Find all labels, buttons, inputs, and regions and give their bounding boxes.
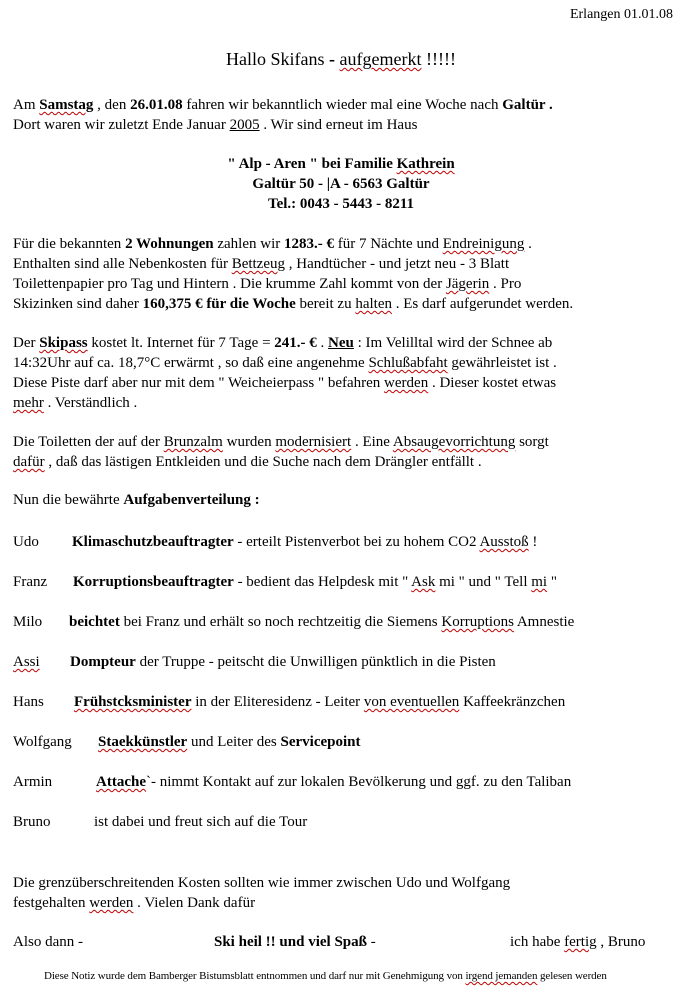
document-date: Erlangen 01.01.08 bbox=[569, 7, 673, 22]
role-description: beichtet bei Franz und erhält so noch rechtzeitig die Siemens Korruptions Amnestie bbox=[69, 614, 575, 630]
closing-middle: Ski heil !! und viel Spaß - bbox=[214, 934, 376, 950]
toilets-line-1: Die Toiletten der auf der Brunzalm wurden modernisiert . Eine Absaugevorrichtung sorgt bbox=[13, 434, 549, 450]
costs-line-3: Toilettenpapier pro Tag und Hintern . Die krumme Zahl kommt von der Jägerin . Pro bbox=[13, 276, 522, 292]
closing-signature: ich habe fertig , Bruno bbox=[510, 934, 646, 950]
costs-line-2: Enthalten sind alle Nebenkosten für Bettzeug , Handtücher - und jetzt neu - 3 Blatt bbox=[13, 256, 510, 272]
page-title: Hallo Skifans - aufgemerkt !!!!! bbox=[226, 49, 456, 69]
address-line-2: Galtür 50 - |A - 6563 Galtür bbox=[252, 176, 430, 192]
role-person: Milo bbox=[13, 614, 43, 630]
skipass-line-4: mehr . Verständlich . bbox=[13, 395, 138, 411]
role-person: Bruno bbox=[13, 814, 51, 830]
tasks-intro: Nun die bewährte Aufgabenverteilung : bbox=[13, 492, 260, 508]
role-description: Klimaschutzbeauftragter - erteilt Pistenverbot bei zu hohem CO2 Ausstoß ! bbox=[72, 534, 538, 550]
costs-line-4: Skizinken sind daher 160,375 € für die Woche bereit zu halten . Es darf aufgerundet werden. bbox=[13, 296, 574, 312]
role-person: Wolfgang bbox=[13, 734, 72, 750]
address-block bbox=[0, 154, 682, 214]
border-costs-line-1: Die grenzüberschreitenden Kosten sollten wie immer zwischen Udo und Wolfgang bbox=[13, 875, 511, 891]
skipass-paragraph bbox=[13, 333, 675, 413]
role-description: Korruptionsbeauftragter - bedient das Helpdesk mit " Ask mi " und " Tell mi " bbox=[73, 574, 557, 590]
address-line-1: " Alp - Aren " bei Familie Kathrein bbox=[227, 156, 455, 172]
role-description: Dompteur der Truppe - peitscht die Unwilligen pünktlich in die Pisten bbox=[70, 654, 496, 670]
intro-line-2: Dort waren wir zuletzt Ende Januar 2005 . Wir sind erneut im Haus bbox=[13, 117, 418, 133]
role-description: ist dabei und freut sich auf die Tour bbox=[94, 814, 308, 830]
skipass-line-1: Der Skipass kostet lt. Internet für 7 Tage = 241.- € . Neu : Im Velilltal wird der Schnee ab bbox=[13, 335, 553, 351]
role-description: Attache`- nimmt Kontakt auf zur lokalen Bevölkerung und ggf. zu den Taliban bbox=[96, 774, 572, 790]
border-costs-line-2: festgehalten werden . Vielen Dank dafür bbox=[13, 895, 256, 911]
costs-paragraph bbox=[13, 234, 675, 314]
intro-line-1: Am Samstag , den 26.01.08 fahren wir bekanntlich wieder mal eine Woche nach Galtür . bbox=[13, 97, 553, 113]
role-person: Udo bbox=[13, 534, 39, 550]
toilets-paragraph bbox=[13, 432, 675, 472]
toilets-line-2: dafür , daß das lästigen Entkleiden und die Suche nach dem Drängler entfällt . bbox=[13, 454, 482, 470]
role-description: Frühstcksminister in der Eliteresidenz - Leiter von eventuellen Kaffeekränzchen bbox=[74, 694, 566, 710]
role-person: Hans bbox=[13, 694, 44, 710]
footer-note: Diese Notiz wurde dem Bamberger Bistumsblatt entnommen und darf nur mit Genehmigung von irgend jemanden gelesen werden bbox=[44, 970, 607, 982]
role-person: Franz bbox=[13, 574, 48, 590]
intro-paragraph bbox=[13, 95, 675, 135]
address-line-3: Tel.: 0043 - 5443 - 8211 bbox=[267, 196, 415, 212]
border-costs-paragraph bbox=[13, 873, 675, 913]
skipass-line-2: 14:32Uhr auf ca. 18,7°C erwärmt , so daß eine angenehme Schlußabfaht gewährleistet ist . bbox=[13, 355, 557, 371]
role-description: Staekkünstler und Leiter des Servicepoint bbox=[98, 734, 361, 750]
closing-start: Also dann - bbox=[13, 934, 83, 950]
role-person: Assi bbox=[13, 654, 40, 670]
role-person: Armin bbox=[13, 774, 53, 790]
costs-line-1: Für die bekannten 2 Wohnungen zahlen wir 1283.- € für 7 Nächte und Endreinigung . bbox=[13, 236, 532, 252]
skipass-line-3: Diese Piste darf aber nur mit dem " Weicheierpass " befahren werden . Dieser kostet etwas bbox=[13, 375, 557, 391]
